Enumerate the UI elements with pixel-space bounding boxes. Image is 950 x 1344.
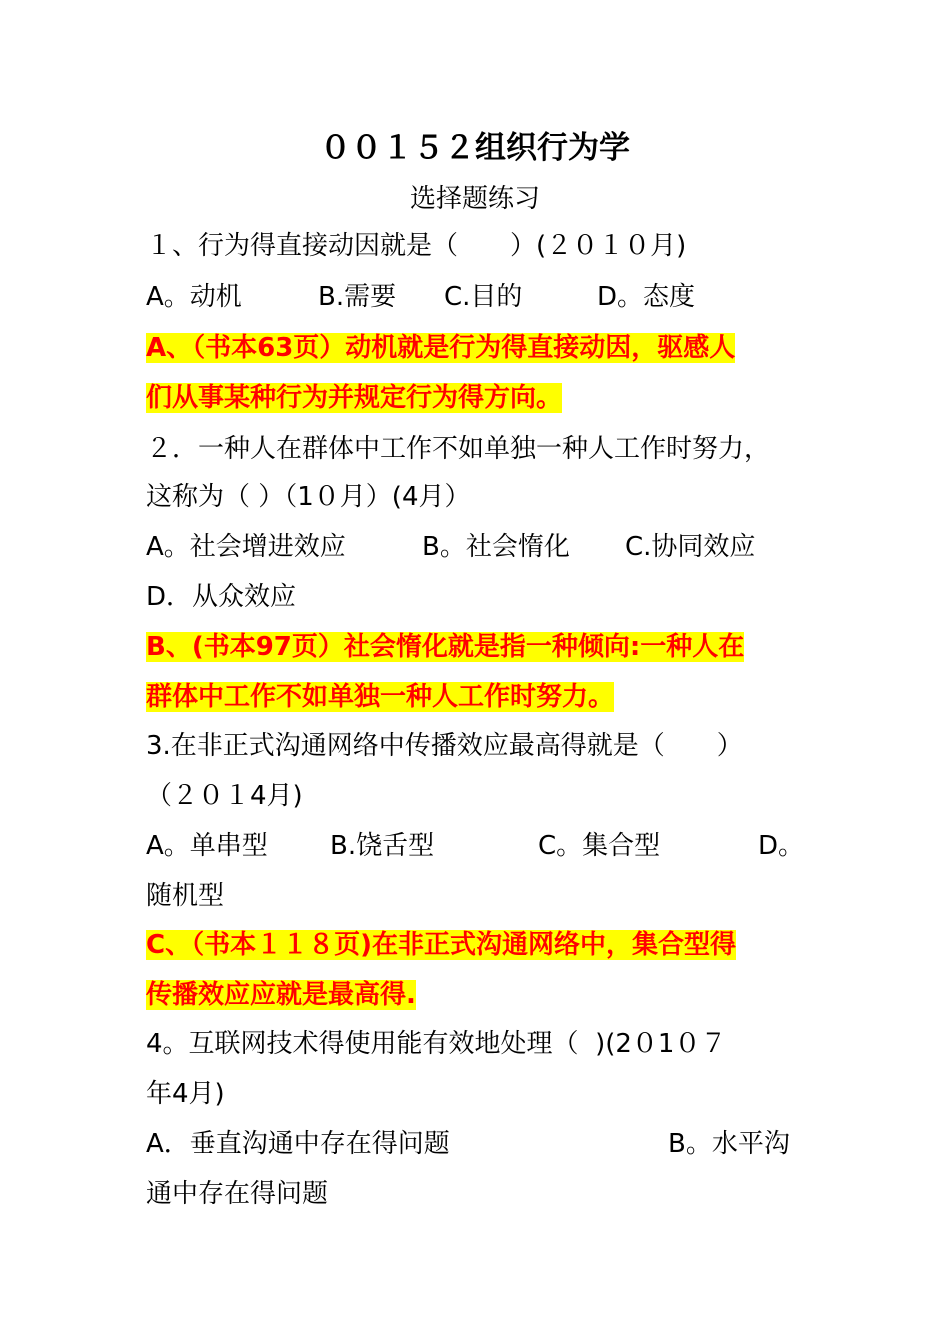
q2-option-b: B。社会惰化 — [422, 532, 570, 562]
q1-option-d: D。态度 — [597, 282, 696, 312]
q3-answer-text-1: C、（书本１１８页)在非正式沟通网络中，集合型得 — [146, 930, 736, 960]
q3-option-a: A。单串型 — [146, 831, 268, 861]
q2-option-c: C.协同效应 — [625, 532, 756, 562]
q1-answer-text-2: 们从事某种行为并规定行为得方向。 — [146, 383, 563, 413]
q4-option-b: B。水平沟 — [668, 1129, 790, 1159]
q2-option-d: D．从众效应 — [146, 582, 297, 612]
question-3-line-2: （２０１4月) — [146, 781, 303, 811]
page-title: ００１５２组织行为学 — [320, 130, 630, 166]
q2-answer-line-2 — [146, 680, 614, 714]
q3-answer-line-2 — [146, 978, 416, 1012]
q4-option-b-continued: 通中存在得问题 — [146, 1179, 329, 1209]
q2-answer-line-1 — [146, 630, 744, 664]
q3-option-b: B.饶舌型 — [330, 831, 435, 861]
q1-answer-line-2 — [146, 381, 562, 415]
q3-answer-line-1 — [146, 928, 736, 962]
q2-answer-text-1: B、(书本97页）社会惰化就是指一种倾向:一种人在 — [146, 632, 745, 662]
question-2-line-1: ２．一种人在群体中工作不如单独一种人工作时努力， — [146, 434, 771, 464]
q4-option-a: A．垂直沟通中存在得问题 — [146, 1129, 450, 1159]
q3-option-d: D。 — [758, 831, 805, 861]
q3-answer-text-2: 传播效应应就是最高得. — [146, 980, 416, 1010]
q1-answer-line-1 — [146, 331, 735, 365]
q2-answer-text-2: 群体中工作不如单独一种人工作时努力。 — [146, 682, 615, 712]
question-4-line-1: 4。互联网技术得使用能有效地处理（ )(2０1０７ — [146, 1029, 727, 1059]
page-subtitle: 选择题练习 — [409, 184, 540, 214]
q1-option-b: B.需要 — [318, 282, 397, 312]
question-3-line-1: 3.在非正式沟通网络中传播效应最高得就是（ ） — [146, 731, 743, 761]
q3-option-c: C。集合型 — [538, 831, 661, 861]
q1-option-c: C.目的 — [444, 282, 523, 312]
q3-option-d-continued: 随机型 — [146, 881, 225, 911]
question-1: １、行为得直接动因就是（ ）(２０１０月) — [146, 231, 687, 261]
q1-answer-text-1: A、（书本63页）动机就是行为得直接动因，驱感人 — [146, 333, 736, 363]
question-2-line-2: 这称为（ ）（1０月）(4月） — [146, 482, 471, 512]
q2-option-a: A。社会增进效应 — [146, 532, 346, 562]
q1-option-a: A。动机 — [146, 282, 242, 312]
question-4-line-2: 年4月) — [146, 1079, 225, 1109]
